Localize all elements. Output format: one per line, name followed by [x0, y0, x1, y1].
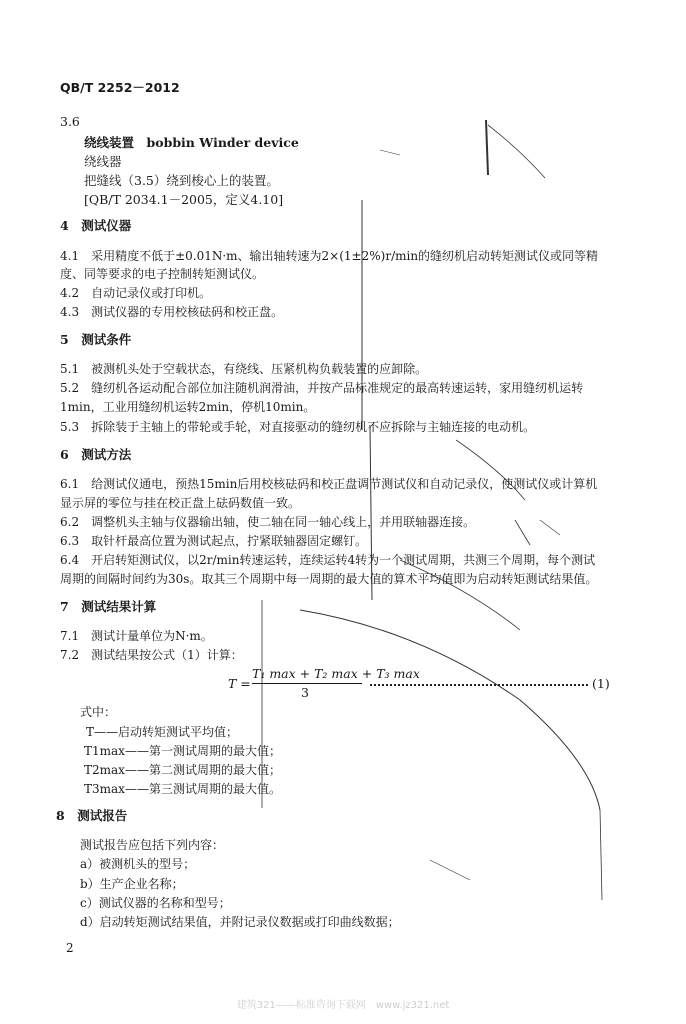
- list-item: d）启动转矩测试结果值，并附记录仪数据或打印曲线数据；: [80, 915, 400, 929]
- formula-denominator: 3: [301, 685, 309, 700]
- paragraph: 7.1 测试计量单位为N·m。: [60, 629, 213, 643]
- list-item: a）被测机头的型号；: [80, 857, 196, 871]
- paragraph: 4.1 采用精度不低于±0.01N·m、输出轴转速为2×(1±2%)r/min的缝纫机启动转矩测试仪或同等精: [60, 249, 599, 263]
- watermark-footer: 建筑321——标准咨询下载网 www.jz321.net: [236, 1000, 450, 1011]
- paragraph: 5.3 拆除装于主轴上的带轮或手轮，对直接驱动的缝纫机不应拆除与主轴连接的电动机。: [60, 420, 536, 434]
- term-reference: [QB/T 2034.1－2005，定义4.10]: [84, 192, 284, 207]
- list-item: b）生产企业名称；: [80, 877, 184, 891]
- term-definition: 把缝线（3.5）绕到梭心上的装置。: [84, 173, 279, 188]
- paragraph: 测试报告应包括下列内容：: [80, 838, 225, 852]
- where-label: 式中：: [80, 705, 117, 719]
- paragraph: 4.2 自动记录仪或打印机。: [60, 286, 212, 300]
- variable-definition: T3max——第三测试周期的最大值。: [84, 782, 281, 796]
- paragraph: 7.2 测试结果按公式（1）计算：: [60, 648, 243, 662]
- formula-lhs: T =: [228, 676, 251, 691]
- section-title: 5 测试条件: [60, 332, 132, 347]
- section-title: 7 测试结果计算: [60, 599, 157, 614]
- clause-number: 3.6: [60, 114, 80, 129]
- formula-numerator: T₁ max + T₂ max + T₃ max: [252, 666, 420, 681]
- paragraph: 5.2 缝纫机各运动配合部位加注随机润滑油，并按产品标准规定的最高转速运转，家用缝纫机运转: [60, 381, 584, 395]
- paragraph: 6.1 给测试仪通电，预热15min后用校核砝码和校正盘调节测试仪和自动记录仪，使测试仪或计算机: [60, 477, 598, 491]
- fraction-bar: [252, 683, 362, 684]
- term-alias: 绕线器: [84, 154, 122, 169]
- section-title: 4 测试仪器: [60, 218, 132, 233]
- variable-definition: T1max——第一测试周期的最大值；: [84, 744, 281, 758]
- paragraph: 显示屏的零位与挂在校正盘上砝码数值一致。: [60, 496, 301, 510]
- formula-leader-dots: [370, 684, 588, 686]
- paragraph: 6.4 开启转矩测试仪，以2r/min转速运转，连续运转4转为一个测试周期，共测三个周期，每个测试: [60, 553, 596, 567]
- paragraph: 度、同等要求的电子控制转矩测试仪。: [60, 267, 265, 281]
- paragraph: 6.3 取针杆最高位置为测试起点，拧紧联轴器固定螺钉。: [60, 534, 368, 548]
- paragraph: 5.1 被测机头处于空载状态，有绕线、压紧机构负载装置的应卸除。: [60, 362, 428, 376]
- section-title: 8 测试报告: [56, 808, 128, 823]
- list-item: c）测试仪器的名称和型号；: [80, 896, 231, 910]
- term-title: 绕线装置 bobbin Winder device: [84, 135, 299, 150]
- standard-code: QB/T 2252－2012: [60, 80, 180, 95]
- section-title: 6 测试方法: [60, 447, 132, 462]
- paragraph: 1min，工业用缝纫机运转2min，停机10min。: [60, 400, 316, 414]
- formula-1: [228, 666, 618, 702]
- paragraph: 4.3 测试仪器的专用校核砝码和校正盘。: [60, 305, 284, 319]
- paragraph: 6.2 调整机头主轴与仪器输出轴，使二轴在同一轴心线上，并用联轴器连接。: [60, 515, 476, 529]
- page-number: 2: [66, 941, 74, 955]
- variable-definition: T——启动转矩测试平均值；: [86, 725, 239, 739]
- equation-number: (1): [592, 676, 610, 691]
- paragraph: 周期的间隔时间约为30s。取其三个周期中每一周期的最大值的算术平均值即为启动转矩测试结果值。: [60, 572, 598, 586]
- variable-definition: T2max——第二测试周期的最大值；: [84, 763, 281, 777]
